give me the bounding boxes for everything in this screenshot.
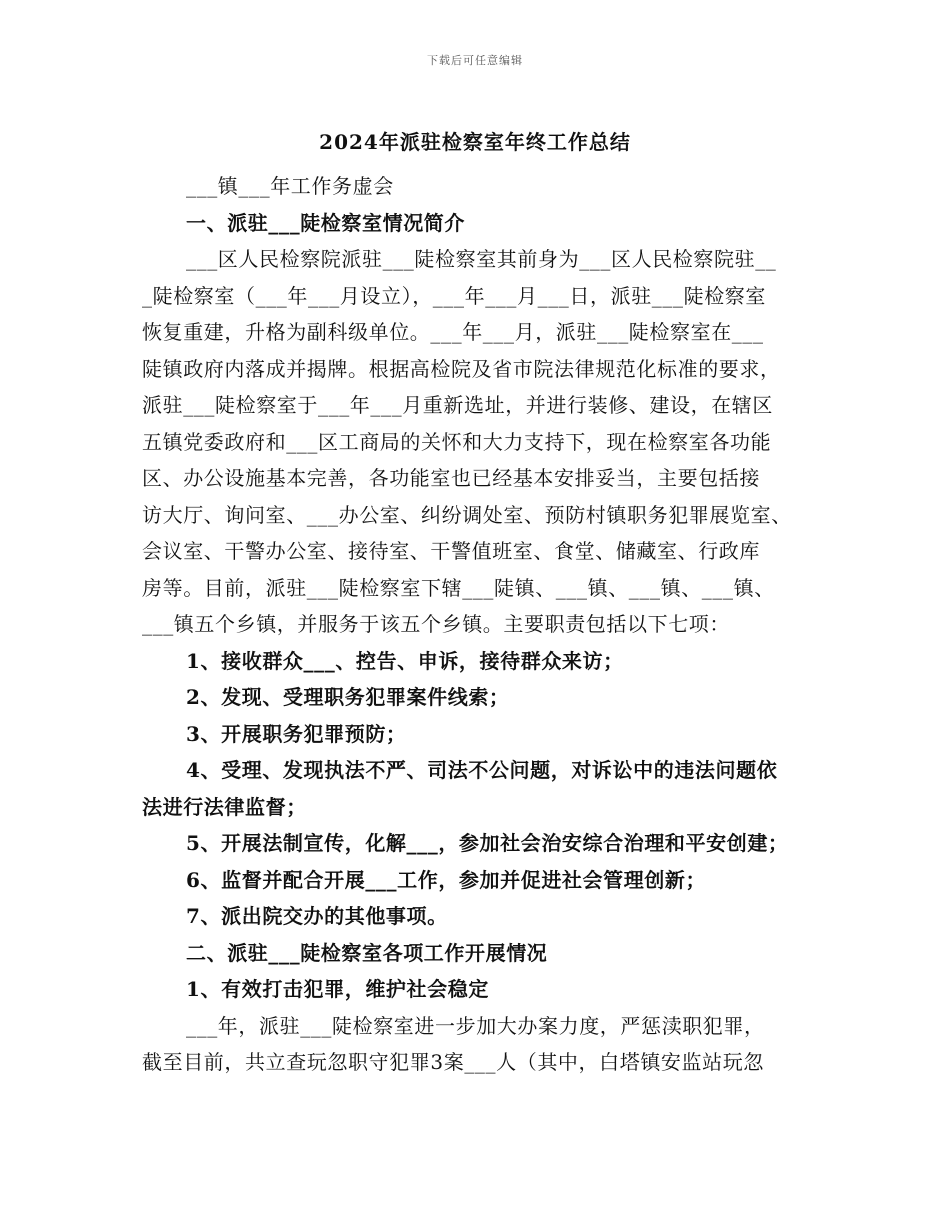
document-line: ___区人民检察院派驻___陡检察室其前身为___区人民检察院驻__ xyxy=(186,247,777,271)
document-line: 6、监督并配合开展___工作，参加并促进社会管理创新； xyxy=(186,867,707,892)
document-line: 区、办公设施基本完善，各功能室也已经基本安排妥当，主要包括接 xyxy=(142,466,760,490)
document-line: 恢复重建，升格为副科级单位。___年___月，派驻___陡检察室在___ xyxy=(142,320,764,344)
document-line: 1、有效打击犯罪，维护社会稳定 xyxy=(186,977,489,1001)
document-line: 访大厅、询问室、___办公室、纠纷调处室、预防村镇职务犯罪展览室、 xyxy=(142,502,792,527)
document-line: 3、开展职务犯罪预防； xyxy=(186,721,407,746)
document-line: 法进行法律监督； xyxy=(142,794,307,819)
document-line: 房等。目前，派驻___陡检察室下辖___陡镇、___镇、___镇、___镇、 xyxy=(142,575,775,600)
document-line: 7、派出院交办的其他事项。 xyxy=(186,904,448,928)
document-line: 派驻___陡检察室于___年___月重新选址，并进行装修、建设，在辖区 xyxy=(142,393,773,417)
document-line: 1、接收群众___、控告、申诉，接待群众来访； xyxy=(186,648,624,673)
document-line: 2、发现、受理职务犯罪案件线索； xyxy=(186,685,510,709)
document-title: 2024年派驻检察室年终工作总结 xyxy=(319,130,631,154)
document-line: ___镇五个乡镇，并服务于该五个乡镇。主要职责包括以下七项： xyxy=(142,612,730,636)
document-line: 5、开展法制宣传，化解___，参加社会治安综合治理和平安创建； xyxy=(186,831,789,855)
document-line: ___年，派驻___陡检察室进一步加大办案力度，严惩渎职犯罪， xyxy=(186,1013,765,1038)
document-line: _陡检察室（___年___月设立），___年___月___日，派驻___陡检察室 xyxy=(142,283,766,308)
document-line: ___镇___年工作务虚会 xyxy=(186,174,394,198)
document-body xyxy=(142,168,812,1081)
document-line: 五镇党委政府和___区工商局的关怀和大力支持下，现在检察室各功能 xyxy=(142,429,772,454)
document-line: 截至目前，共立查玩忽职守犯罪3案___人（其中，白塔镇安监站玩忽 xyxy=(142,1050,764,1074)
document-line: 陡镇政府内落成并揭牌。根据高检院及省市院法律规范化标准的要求， xyxy=(142,356,781,381)
document-line: 二、派驻___陡检察室各项工作开展情况 xyxy=(186,940,548,965)
document-line: 4、受理、发现执法不严、司法不公问题，对诉讼中的违法问题依 xyxy=(186,758,778,782)
page-header-note: 下载后可任意编辑 xyxy=(427,54,523,67)
document-line: 一、派驻___陡检察室情况简介 xyxy=(186,210,465,235)
document-line: 会议室、干警办公室、接待室、干警值班室、食堂、储藏室、行政库 xyxy=(142,539,760,563)
